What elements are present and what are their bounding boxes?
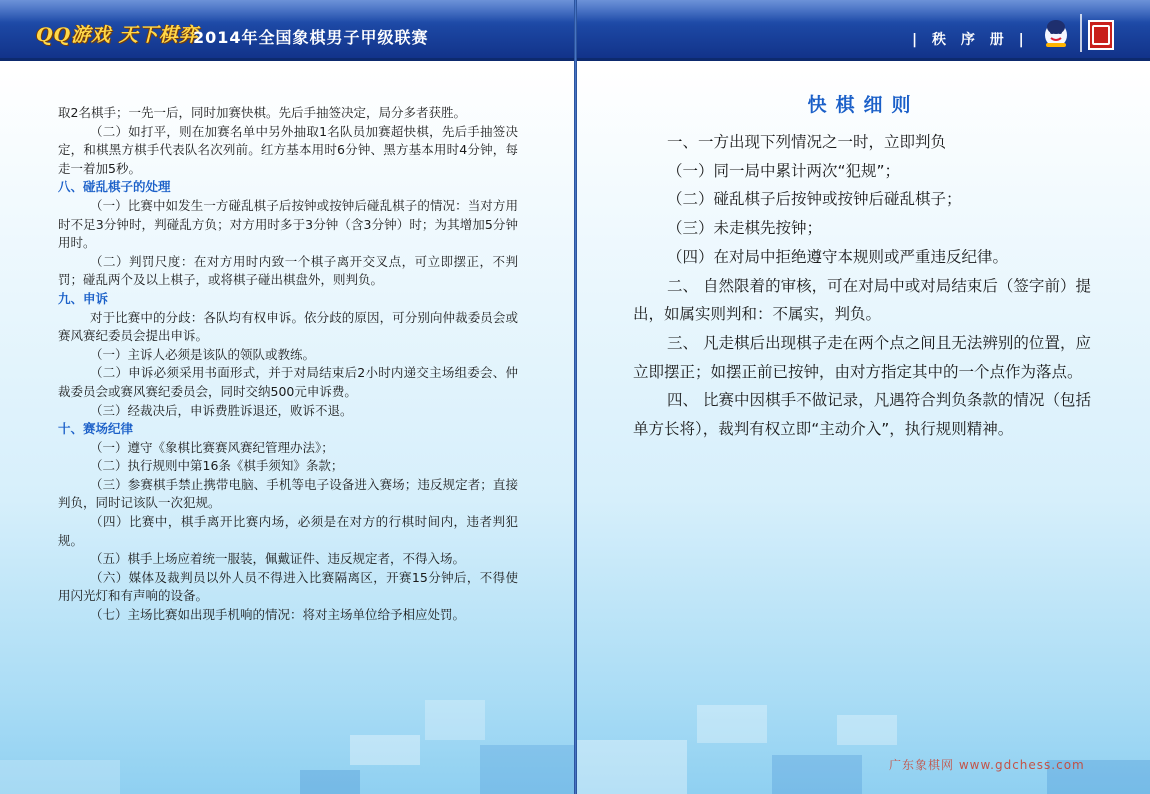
paragraph: （二）执行规则中第16条《棋手须知》条款； [90, 458, 344, 474]
right-page [577, 0, 1150, 794]
paragraph: （一）遵守《象棋比赛赛风赛纪管理办法》； [90, 439, 334, 455]
website-watermark: 广东象棋网 www.gdchess.com [889, 758, 1085, 772]
paragraph: （七）主场比赛如出现手机响的情况：将对主场单位给予相应处罚。 [90, 607, 466, 623]
paragraph: （一）主诉人必须是该队的领队或教练。 [90, 346, 316, 362]
paragraph: 二、 自然限着的审核，可在对局中或对局结束后（签字前）提出，如属实则判和：不属实，判负。 [633, 276, 1091, 324]
paragraph: （一）比赛中如发生一方碰乱棋子后按钟或按钟后碰乱棋子的情况：当对方用时不足3分钟时，判碰乱方负；对方用时多于3分钟（含3分钟）时；为其增加5分钟用时。 [58, 197, 518, 251]
chess-association-seal-icon [1088, 20, 1114, 50]
paragraph: （二）判罚尺度：在对方用时内致一个棋子离开交叉点，可立即摆正，不判罚；碰乱两个及以上棋子，或将棋子碰出棋盘外，则判负。 [58, 253, 518, 288]
paragraph: （一）同一局中累计两次“犯规”； [667, 161, 901, 180]
paragraph: （三）参赛棋手禁止携带电脑、手机等电子设备进入赛场；违反规定者；直接判负，同时记该队一次犯规。 [58, 476, 518, 511]
right-page-body [633, 128, 1091, 444]
section-tag: | 秩 序 册 | [912, 32, 1029, 48]
paragraph: 四、 比赛中因棋手不做记录，凡遇符合判负条款的情况（包括单方长将），裁判有权立即“主动介入”，执行规则精神。 [633, 391, 1091, 439]
header-divider [1080, 14, 1082, 52]
qq-game-logo: QQ游戏 天下棋弈 [36, 24, 199, 46]
section-heading: 九、申诉 [58, 290, 109, 306]
event-title: 2014年全国象棋男子甲级联赛 [193, 28, 429, 47]
section-heading: 十、赛场纪律 [58, 421, 134, 437]
paragraph: （五）棋手上场应着统一服装，佩戴证件、违反规定者，不得入场。 [90, 551, 466, 567]
page-title: 快棋细则 [807, 94, 920, 116]
left-page-body [58, 104, 518, 625]
paragraph: 一、一方出现下列情况之一时，立即判负 [667, 133, 947, 151]
paragraph: （三）经裁决后，申诉费胜诉退还，败诉不退。 [90, 402, 353, 418]
section-heading: 八、碰乱棋子的处理 [58, 179, 171, 195]
left-page [0, 0, 574, 794]
paragraph: （二）碰乱棋子后按钟或按钟后碰乱棋子； [667, 190, 962, 209]
left-header-bar [0, 0, 574, 61]
paragraph: 取2名棋手；一先一后，同时加赛快棋。先后手抽签决定，局分多者获胜。 [58, 105, 466, 120]
paragraph: （四）比赛中，棋手离开比赛内场，必须是在对方的行棋时间内，违者判犯规。 [58, 514, 518, 548]
paragraph: 三、 凡走棋后出现棋子走在两个点之间且无法辨别的位置，应立即摆正；如摆正前已按钟，由对方指定其中的一个点作为落点。 [633, 333, 1091, 381]
qq-game-mascot-icon [1042, 17, 1070, 49]
paragraph: （四）在对局中拒绝遵守本规则或严重违反纪律。 [667, 247, 1009, 266]
paragraph: 对于比赛中的分歧：各队均有权申诉。依分歧的原因，可分别向仲裁委员会或赛风赛纪委员会提出申诉。 [58, 309, 518, 344]
paragraph: （六）媒体及裁判员以外人员不得进入比赛隔离区，开赛15分钟后，不得使用闪光灯和有声响的设备。 [58, 569, 518, 604]
paragraph: （二）如打平，则在加赛名单中另外抽取1名队员加赛超快棋，先后手抽签决定，和棋黑方棋手代表队名次列前。红方基本用时6分钟、黑方基本用时4分钟，每走一着加5秒。 [58, 123, 518, 176]
right-header-bar [577, 0, 1150, 61]
paragraph: （二）申诉必须采用书面形式，并于对局结束后2小时内递交主场组委会、仲裁委员会或赛风赛纪委员会，同时交纳500元申诉费。 [58, 365, 518, 399]
paragraph: （三）未走棋先按钟； [667, 219, 823, 238]
